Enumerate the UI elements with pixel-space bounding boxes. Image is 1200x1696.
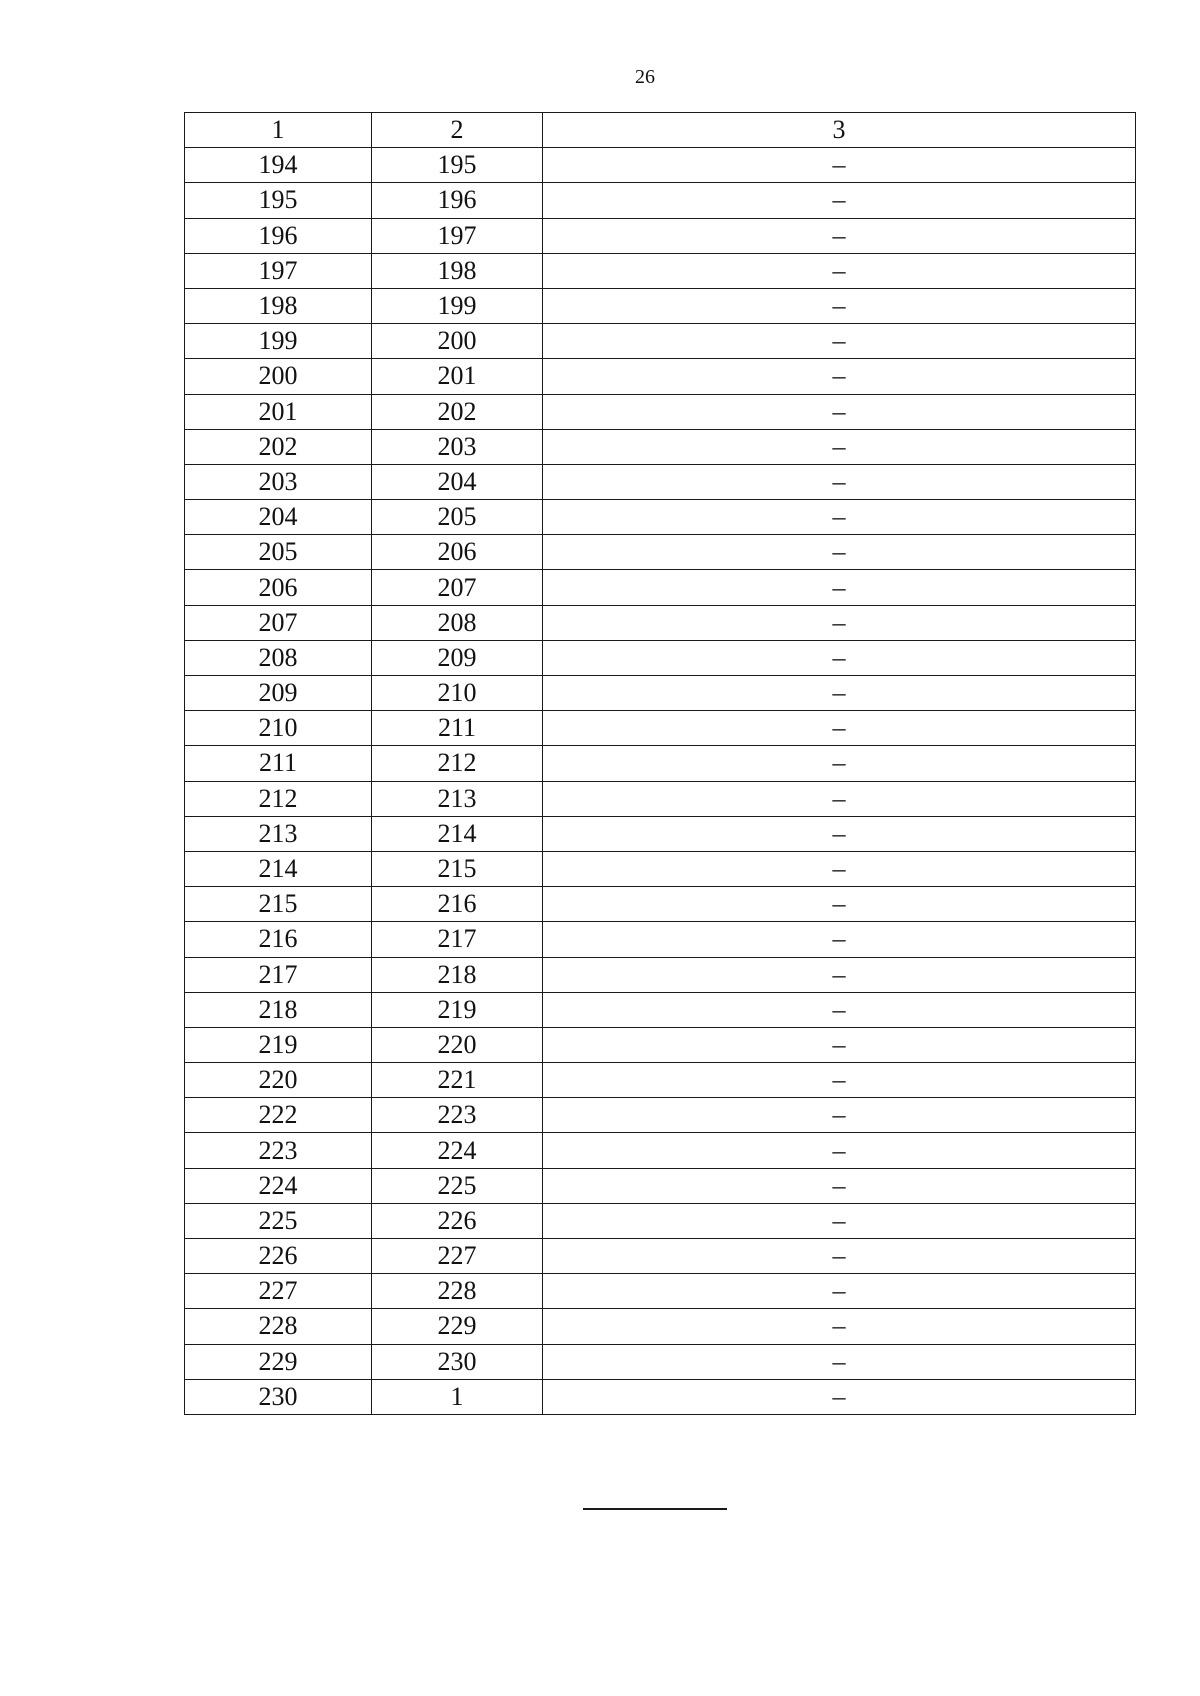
table-cell-col-3: – bbox=[543, 183, 1136, 218]
table-cell-col-1: 207 bbox=[185, 605, 372, 640]
table-cell-col-3: – bbox=[543, 640, 1136, 675]
table-cell-col-1: 203 bbox=[185, 464, 372, 499]
table-cell-col-1: 195 bbox=[185, 183, 372, 218]
table-cell-col-3: – bbox=[543, 500, 1136, 535]
table-row bbox=[185, 711, 1136, 746]
table-cell-col-2: 203 bbox=[372, 429, 543, 464]
table-cell-col-3: – bbox=[543, 1027, 1136, 1062]
table-cell-col-1: 224 bbox=[185, 1168, 372, 1203]
table-cell-col-1: 206 bbox=[185, 570, 372, 605]
table-cell-col-1: 229 bbox=[185, 1344, 372, 1379]
table-cell-col-2: 197 bbox=[372, 218, 543, 253]
table-cell-col-1: 230 bbox=[185, 1379, 372, 1414]
table-row bbox=[185, 1063, 1136, 1098]
table-cell-col-3: – bbox=[543, 1098, 1136, 1133]
table-cell-col-3: – bbox=[543, 605, 1136, 640]
table-row bbox=[185, 1168, 1136, 1203]
table-cell-col-2: 199 bbox=[372, 288, 543, 323]
table-cell-col-1: 199 bbox=[185, 324, 372, 359]
table-cell-col-2: 230 bbox=[372, 1344, 543, 1379]
table-row bbox=[185, 464, 1136, 499]
table-cell-col-2: 196 bbox=[372, 183, 543, 218]
table-cell-col-2: 209 bbox=[372, 640, 543, 675]
header-col-3: 3 bbox=[543, 113, 1136, 148]
table-cell-col-1: 208 bbox=[185, 640, 372, 675]
table-cell-col-1: 227 bbox=[185, 1274, 372, 1309]
table-cell-col-2: 225 bbox=[372, 1168, 543, 1203]
table-cell-col-1: 218 bbox=[185, 992, 372, 1027]
table-cell-col-3: – bbox=[543, 253, 1136, 288]
table-row bbox=[185, 324, 1136, 359]
table-cell-col-3: – bbox=[543, 781, 1136, 816]
table-cell-col-3: – bbox=[543, 1203, 1136, 1238]
table-cell-col-3: – bbox=[543, 218, 1136, 253]
table-cell-col-3: – bbox=[543, 1239, 1136, 1274]
table-row bbox=[185, 992, 1136, 1027]
table-cell-col-3: – bbox=[543, 1063, 1136, 1098]
table-cell-col-2: 213 bbox=[372, 781, 543, 816]
table-row bbox=[185, 676, 1136, 711]
table-cell-col-3: – bbox=[543, 570, 1136, 605]
table-cell-col-1: 201 bbox=[185, 394, 372, 429]
coordinate-table bbox=[184, 112, 1136, 1415]
table-cell-col-2: 228 bbox=[372, 1274, 543, 1309]
header-col-2: 2 bbox=[372, 113, 543, 148]
table-cell-col-3: – bbox=[543, 816, 1136, 851]
table-cell-col-2: 210 bbox=[372, 676, 543, 711]
table-cell-col-2: 216 bbox=[372, 887, 543, 922]
table-cell-col-3: – bbox=[543, 1133, 1136, 1168]
table-cell-col-1: 222 bbox=[185, 1098, 372, 1133]
table-cell-col-2: 220 bbox=[372, 1027, 543, 1062]
table-cell-col-2: 212 bbox=[372, 746, 543, 781]
table-cell-col-2: 214 bbox=[372, 816, 543, 851]
table-cell-col-2: 221 bbox=[372, 1063, 543, 1098]
table-cell-col-3: – bbox=[543, 711, 1136, 746]
table-cell-col-2: 201 bbox=[372, 359, 543, 394]
table-cell-col-3: – bbox=[543, 957, 1136, 992]
table-row bbox=[185, 781, 1136, 816]
table-cell-col-1: 225 bbox=[185, 1203, 372, 1238]
table-cell-col-2: 206 bbox=[372, 535, 543, 570]
table-row bbox=[185, 500, 1136, 535]
table-cell-col-2: 211 bbox=[372, 711, 543, 746]
table-row bbox=[185, 570, 1136, 605]
table-row bbox=[185, 1379, 1136, 1414]
table-cell-col-3: – bbox=[543, 148, 1136, 183]
table-cell-col-2: 227 bbox=[372, 1239, 543, 1274]
table-cell-col-1: 226 bbox=[185, 1239, 372, 1274]
table-cell-col-2: 218 bbox=[372, 957, 543, 992]
table-row bbox=[185, 1239, 1136, 1274]
table-cell-col-1: 196 bbox=[185, 218, 372, 253]
header-col-1: 1 bbox=[185, 113, 372, 148]
table-cell-col-2: 207 bbox=[372, 570, 543, 605]
table-row bbox=[185, 851, 1136, 886]
table-cell-col-3: – bbox=[543, 1168, 1136, 1203]
table-cell-col-1: 215 bbox=[185, 887, 372, 922]
table-row bbox=[185, 746, 1136, 781]
table-body bbox=[185, 148, 1136, 1415]
table-cell-col-3: – bbox=[543, 535, 1136, 570]
table-cell-col-3: – bbox=[543, 746, 1136, 781]
table-row bbox=[185, 288, 1136, 323]
table-cell-col-3: – bbox=[543, 1344, 1136, 1379]
table-cell-col-2: 226 bbox=[372, 1203, 543, 1238]
table-cell-col-2: 1 bbox=[372, 1379, 543, 1414]
table-cell-col-3: – bbox=[543, 394, 1136, 429]
table-cell-col-1: 211 bbox=[185, 746, 372, 781]
table-row bbox=[185, 429, 1136, 464]
table-header bbox=[185, 113, 1136, 148]
table-cell-col-2: 202 bbox=[372, 394, 543, 429]
table-row bbox=[185, 957, 1136, 992]
table-row bbox=[185, 394, 1136, 429]
table-cell-col-3: – bbox=[543, 1274, 1136, 1309]
table-cell-col-2: 200 bbox=[372, 324, 543, 359]
table-cell-col-1: 212 bbox=[185, 781, 372, 816]
table-cell-col-2: 229 bbox=[372, 1309, 543, 1344]
table-cell-col-1: 204 bbox=[185, 500, 372, 535]
table-cell-col-3: – bbox=[543, 992, 1136, 1027]
table-cell-col-3: – bbox=[543, 1379, 1136, 1414]
end-divider bbox=[583, 1508, 727, 1510]
header-row bbox=[185, 113, 1136, 148]
table-cell-col-1: 220 bbox=[185, 1063, 372, 1098]
table-cell-col-2: 217 bbox=[372, 922, 543, 957]
table-cell-col-2: 224 bbox=[372, 1133, 543, 1168]
table-cell-col-3: – bbox=[543, 429, 1136, 464]
table-cell-col-1: 217 bbox=[185, 957, 372, 992]
table-cell-col-2: 198 bbox=[372, 253, 543, 288]
table-cell-col-1: 200 bbox=[185, 359, 372, 394]
table-row bbox=[185, 1309, 1136, 1344]
table-cell-col-2: 208 bbox=[372, 605, 543, 640]
table-row bbox=[185, 1027, 1136, 1062]
table-cell-col-3: – bbox=[543, 1309, 1136, 1344]
table-cell-col-1: 210 bbox=[185, 711, 372, 746]
table-row bbox=[185, 1344, 1136, 1379]
table-row bbox=[185, 253, 1136, 288]
table-cell-col-3: – bbox=[543, 359, 1136, 394]
table-cell-col-1: 194 bbox=[185, 148, 372, 183]
table-cell-col-2: 195 bbox=[372, 148, 543, 183]
table-cell-col-1: 198 bbox=[185, 288, 372, 323]
table-cell-col-1: 228 bbox=[185, 1309, 372, 1344]
table-cell-col-2: 223 bbox=[372, 1098, 543, 1133]
table-row bbox=[185, 535, 1136, 570]
table-row bbox=[185, 1203, 1136, 1238]
table-cell-col-1: 205 bbox=[185, 535, 372, 570]
table-cell-col-2: 205 bbox=[372, 500, 543, 535]
table-cell-col-3: – bbox=[543, 288, 1136, 323]
table-row bbox=[185, 887, 1136, 922]
table-cell-col-3: – bbox=[543, 324, 1136, 359]
table-cell-col-1: 202 bbox=[185, 429, 372, 464]
table-row bbox=[185, 816, 1136, 851]
table-cell-col-1: 223 bbox=[185, 1133, 372, 1168]
table-row bbox=[185, 922, 1136, 957]
table-row bbox=[185, 1274, 1136, 1309]
table-cell-col-1: 209 bbox=[185, 676, 372, 711]
table-cell-col-3: – bbox=[543, 851, 1136, 886]
table-cell-col-2: 215 bbox=[372, 851, 543, 886]
table-cell-col-2: 219 bbox=[372, 992, 543, 1027]
table-cell-col-2: 204 bbox=[372, 464, 543, 499]
table-row bbox=[185, 640, 1136, 675]
table-row bbox=[185, 1133, 1136, 1168]
table-row bbox=[185, 605, 1136, 640]
table-cell-col-3: – bbox=[543, 464, 1136, 499]
page-number: 26 bbox=[635, 66, 655, 88]
table-cell-col-1: 216 bbox=[185, 922, 372, 957]
table-row bbox=[185, 183, 1136, 218]
table-cell-col-1: 219 bbox=[185, 1027, 372, 1062]
table-row bbox=[185, 218, 1136, 253]
table-row bbox=[185, 1098, 1136, 1133]
table-row bbox=[185, 359, 1136, 394]
table-cell-col-3: – bbox=[543, 887, 1136, 922]
table-cell-col-1: 213 bbox=[185, 816, 372, 851]
table-cell-col-3: – bbox=[543, 922, 1136, 957]
table-cell-col-1: 197 bbox=[185, 253, 372, 288]
table-cell-col-3: – bbox=[543, 676, 1136, 711]
table-cell-col-1: 214 bbox=[185, 851, 372, 886]
table-row bbox=[185, 148, 1136, 183]
